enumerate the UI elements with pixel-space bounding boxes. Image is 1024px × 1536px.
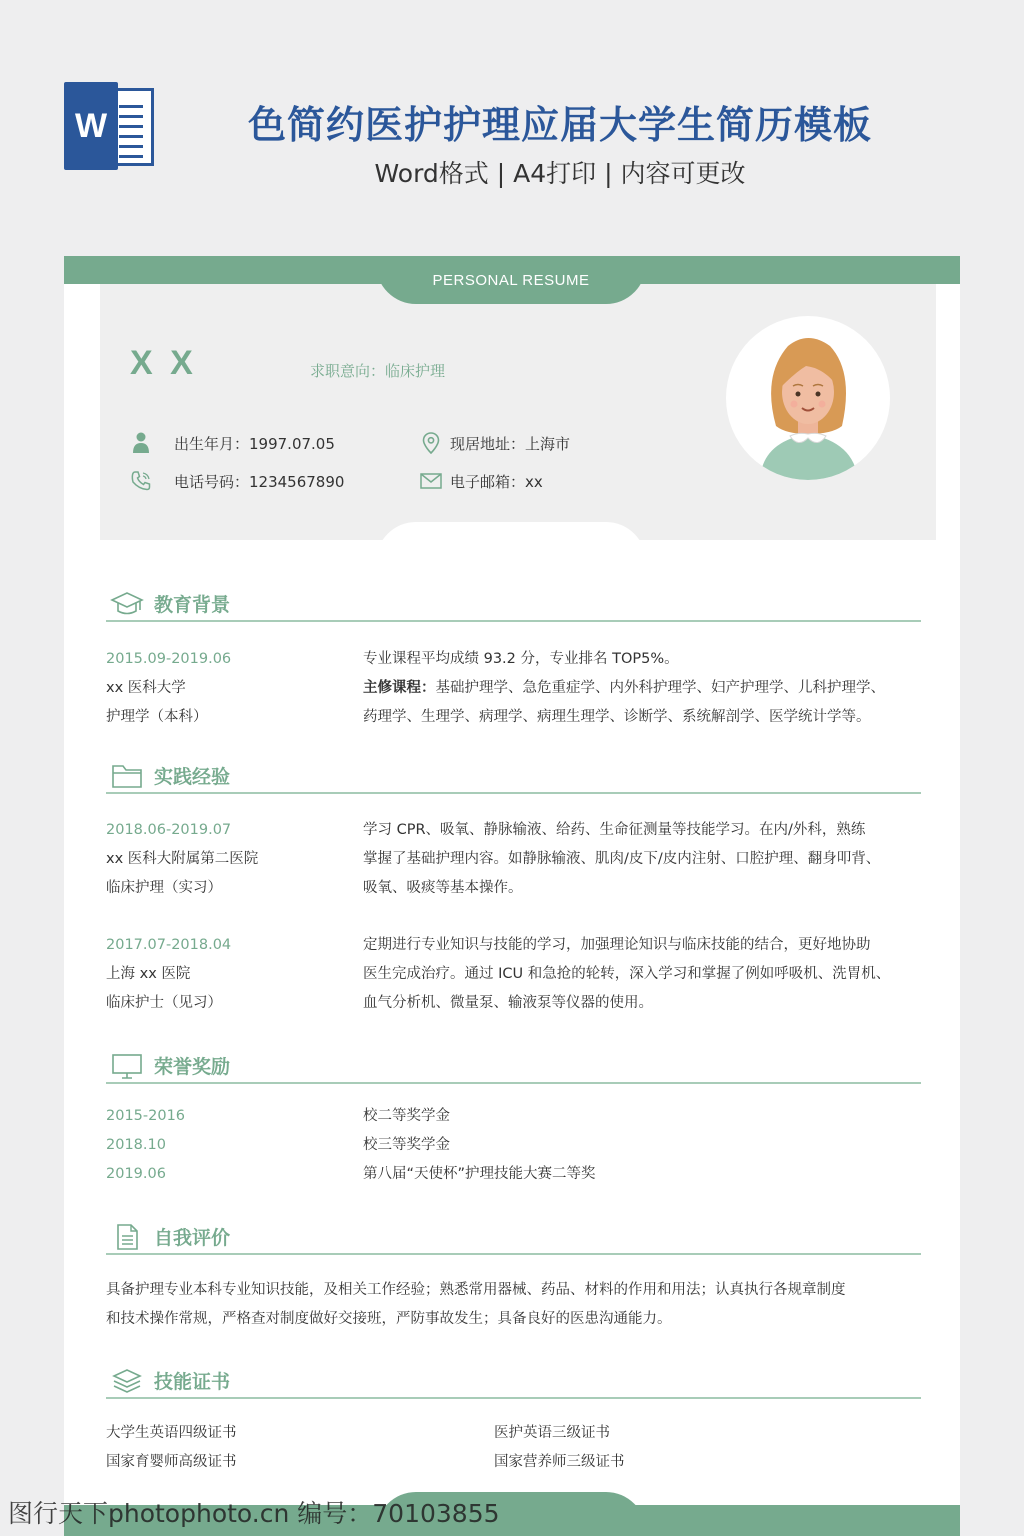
practice-role: 临床护理（实习） bbox=[106, 880, 222, 896]
edu-major: 护理学（本科） bbox=[106, 709, 208, 725]
self-eval-line: 具备护理专业本科专业知识技能，及相关工作经验；熟悉常用器械、药品、材料的作用和用法；认真执行各规章制度 bbox=[106, 1282, 846, 1298]
mail-icon bbox=[420, 470, 442, 492]
practice-desc-line: 掌握了基础护理内容。如静脉输液、肌肉/皮下/皮内注射、口腔护理、翻身叩背、 bbox=[363, 851, 881, 867]
practice-desc-line: 定期进行专业知识与技能的学习，加强理论知识与临床技能的结合，更好地协助 bbox=[363, 937, 871, 953]
skill-item: 国家营养师三级证书 bbox=[494, 1454, 625, 1470]
resume-banner: PERSONAL RESUME bbox=[376, 256, 646, 304]
phone-row bbox=[130, 470, 344, 492]
self-eval-line: 和技术操作常规，严格查对制度做好交接班，严防事故发生；具备良好的医患沟通能力。 bbox=[106, 1311, 672, 1327]
layers-icon bbox=[110, 1367, 142, 1395]
section-title: 技能证书 bbox=[154, 1371, 231, 1393]
section-title: 自我评价 bbox=[154, 1227, 231, 1249]
avatar bbox=[726, 316, 890, 480]
phone-icon bbox=[130, 470, 152, 492]
birth-text: 出生年月：1997.07.05 bbox=[174, 434, 335, 453]
graduation-cap-icon bbox=[110, 590, 142, 618]
watermark: 图行天下photophoto.cn 编号：70103855 bbox=[8, 1499, 500, 1528]
address-text: 现居地址：上海市 bbox=[450, 434, 571, 453]
email-row bbox=[420, 470, 543, 492]
document-icon bbox=[110, 1223, 142, 1251]
edu-school: xx 医科大学 bbox=[106, 680, 186, 696]
section-title: 实践经验 bbox=[154, 766, 231, 788]
honor-award: 第八届“天使杯”护理技能大赛二等奖 bbox=[363, 1166, 596, 1182]
page-subtitle: Word格式 | A4打印 | 内容可更改 bbox=[374, 159, 746, 188]
resume-sheet bbox=[64, 256, 960, 1536]
email-text: 电子邮箱：xx bbox=[450, 472, 543, 491]
honor-date: 2019.06 bbox=[106, 1166, 166, 1182]
edu-courses-label: 主修课程： bbox=[363, 680, 436, 696]
word-logo bbox=[64, 82, 156, 170]
edu-date: 2015.09-2019.06 bbox=[106, 651, 232, 667]
honor-award: 校三等奖学金 bbox=[363, 1137, 450, 1153]
location-pin-icon bbox=[420, 432, 442, 454]
honor-date: 2015-2016 bbox=[106, 1108, 186, 1124]
honor-date: 2018.10 bbox=[106, 1137, 166, 1153]
section-practice bbox=[106, 760, 921, 794]
section-title: 荣誉奖励 bbox=[154, 1056, 231, 1078]
address-row bbox=[420, 432, 570, 454]
practice-desc-line: 吸氧、吸痰等基本操作。 bbox=[363, 880, 523, 896]
practice-org: 上海 xx 医院 bbox=[106, 966, 191, 982]
monitor-icon bbox=[110, 1052, 142, 1080]
section-honors bbox=[106, 1050, 921, 1084]
edu-line-3: 药理学、生理学、病理学、病理生理学、诊断学、系统解剖学、医学统计学等。 bbox=[363, 709, 871, 725]
edu-line-1: 专业课程平均成绩 93.2 分，专业排名 TOP5%。 bbox=[363, 651, 679, 667]
phone-text: 电话号码：1234567890 bbox=[174, 472, 345, 491]
practice-desc-line: 学习 CPR、吸氧、静脉输液、给药、生命征测量等技能学习。在内/外科，熟练 bbox=[363, 822, 866, 838]
birth-row bbox=[130, 432, 335, 454]
practice-date: 2017.07-2018.04 bbox=[106, 937, 232, 953]
person-icon bbox=[130, 432, 152, 454]
folder-icon bbox=[110, 762, 142, 790]
honor-award: 校二等奖学金 bbox=[363, 1108, 450, 1124]
practice-role: 临床护士（见习） bbox=[106, 995, 222, 1011]
skill-item: 医护英语三级证书 bbox=[494, 1425, 610, 1441]
practice-date: 2018.06-2019.07 bbox=[106, 822, 232, 838]
word-letter: W bbox=[64, 82, 118, 170]
job-intent: 求职意向：临床护理 bbox=[310, 362, 446, 380]
panel-notch bbox=[376, 522, 646, 562]
section-education bbox=[106, 588, 921, 622]
section-self-eval bbox=[106, 1221, 921, 1255]
skill-item: 大学生英语四级证书 bbox=[106, 1425, 237, 1441]
edu-courses-text: 基础护理学、急危重症学、内外科护理学、妇产护理学、儿科护理学、 bbox=[435, 680, 885, 696]
edu-line-2 bbox=[363, 674, 885, 703]
candidate-name: X X bbox=[130, 344, 197, 382]
section-title: 教育背景 bbox=[154, 594, 231, 616]
section-skills bbox=[106, 1365, 921, 1399]
practice-org: xx 医科大附属第二医院 bbox=[106, 851, 259, 867]
skill-item: 国家育婴师高级证书 bbox=[106, 1454, 237, 1470]
practice-desc-line: 医生完成治疗。通过 ICU 和急抢的轮转，深入学习和掌握了例如呼吸机、洗胃机、 bbox=[363, 966, 891, 982]
practice-desc-line: 血气分析机、微量泵、输液泵等仪器的使用。 bbox=[363, 995, 653, 1011]
page-title: 色简约医护护理应届大学生简历模板 bbox=[247, 103, 872, 147]
